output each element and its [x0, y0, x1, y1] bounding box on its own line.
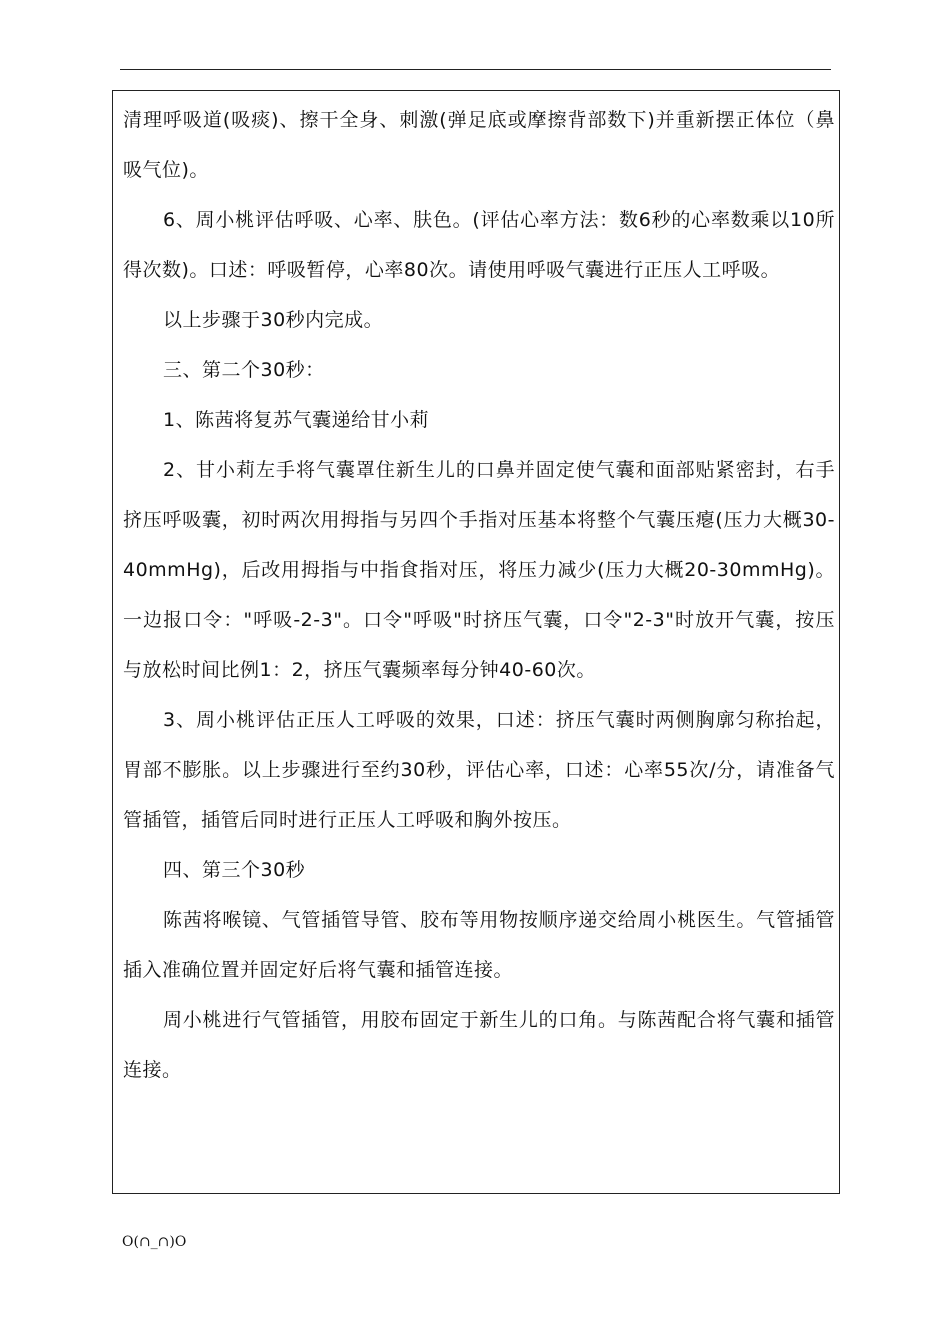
- paragraph-10: 周小桃进行气管插管，用胶布固定于新生儿的口角。与陈茜配合将气囊和插管连接。: [123, 1009, 835, 1081]
- paragraph-9: 陈茜将喉镜、气管插管导管、胶布等用物按顺序递交给周小桃医生。气管插管插入准确位置并固定好后将气囊和插管连接。: [123, 909, 835, 981]
- header-rule: [120, 69, 831, 70]
- paragraph-3: 以上步骤于30秒内完成。: [163, 309, 384, 331]
- content-body: [123, 95, 835, 1095]
- content-box: [112, 90, 840, 1194]
- paragraph-2: 6、周小桃评估呼吸、心率、肤色。(评估心率方法：数6秒的心率数乘以10所得次数)。口述：呼吸暂停，心率80次。请使用呼吸气囊进行正压人工呼吸。: [123, 209, 835, 281]
- section-heading-3: 三、第二个30秒：: [163, 359, 325, 381]
- paragraph-7: 3、周小桃评估正压人工呼吸的效果，口述：挤压气囊时两侧胸廓匀称抬起，胃部不膨胀。以上步骤进行至约30秒，评估心率，口述：心率55次/分，请准备气管插管，插管后同时进行正压人工呼吸和胸外按压。: [123, 709, 835, 831]
- paragraph-5: 1、陈茜将复苏气囊递给甘小莉: [163, 409, 430, 431]
- paragraph-6: 2、甘小莉左手将气囊罩住新生儿的口鼻并固定使气囊和面部贴紧密封，右手挤压呼吸囊，初时两次用拇指与另四个手指对压基本将整个气囊压瘪(压力大概30-40mmHg)，后改用拇指与中指食指对压，将压力减少(压力大概20-30mmHg)。一边报口令："呼吸-2-3"。口令"呼吸"时挤压气囊，口令"2-3"时放开气囊，按压与放松时间比例1：2，挤压气囊频率每分钟40-60次。: [123, 459, 835, 681]
- section-heading-4: 四、第三个30秒: [163, 859, 306, 881]
- footer-note: O(∩_∩)O: [122, 1234, 187, 1250]
- paragraph-1: 清理呼吸道(吸痰)、擦干全身、刺激(弹足底或摩擦背部数下)并重新摆正体位（鼻吸气位)。: [123, 109, 835, 181]
